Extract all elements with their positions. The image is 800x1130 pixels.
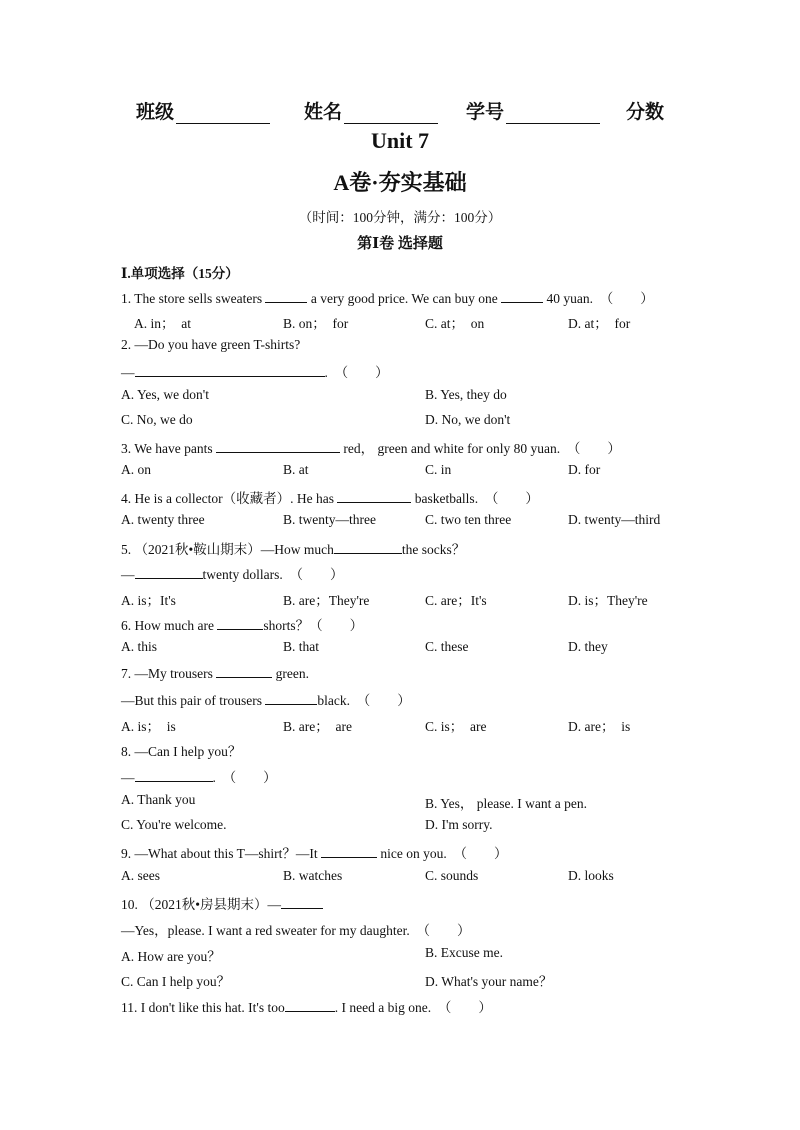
question-10: 10. （2021秋•房县期末）— <box>121 893 323 913</box>
option-d[interactable]: D. they <box>568 639 608 654</box>
section-heading: Ⅰ.单项选择（15分） <box>121 266 239 281</box>
option-a[interactable]: A. How are you？ <box>121 949 221 964</box>
answer-blank[interactable] <box>216 439 340 453</box>
page-subtitle: A卷·夯实基础 <box>333 170 467 195</box>
answer-blank[interactable] <box>337 489 411 503</box>
option-b[interactable]: B. at <box>283 462 309 477</box>
volume-heading: 第Ⅰ卷 选择题 <box>357 236 443 252</box>
score-label: 分数 <box>626 102 665 123</box>
answer-blank[interactable] <box>501 289 543 303</box>
option-b[interactable]: B. on； for <box>283 316 349 331</box>
option-a[interactable]: A. Thank you <box>121 792 196 807</box>
id-field[interactable] <box>466 97 600 124</box>
option-c[interactable]: C. Can I help you？ <box>121 974 231 989</box>
answer-blank[interactable] <box>265 289 307 303</box>
option-c[interactable]: C. two ten three <box>425 512 512 527</box>
question-8-answer: — . （ ） <box>121 770 277 785</box>
option-d[interactable]: D. I'm sorry. <box>425 817 493 832</box>
option-d[interactable]: D. is；They're <box>568 593 648 608</box>
question-3: 3. We have pants red， green and white for only 80 yuan. （ ） <box>121 441 621 456</box>
time-note: （时间：100分钟，满分：100分） <box>298 210 502 225</box>
option-b[interactable]: B. Yes, they do <box>425 387 507 402</box>
question-4: 4. He is a collector（收藏者）. He has basketballs. （ ） <box>121 491 539 506</box>
name-blank[interactable] <box>344 103 438 124</box>
option-d[interactable]: D. for <box>568 462 601 477</box>
option-d[interactable]: D. at； for <box>568 316 631 331</box>
id-blank[interactable] <box>506 103 600 124</box>
class-label: 班级 <box>136 102 175 123</box>
option-c[interactable]: C. at； on <box>425 316 485 331</box>
class-field[interactable] <box>136 97 270 124</box>
option-b[interactable]: B. twenty—three <box>283 512 376 527</box>
answer-blank[interactable] <box>321 844 377 858</box>
page-title: Unit 7 <box>370 128 430 153</box>
question-9: 9. —What about this T—shirt？—It nice on you. （ ） <box>121 846 508 861</box>
option-c[interactable]: C. No, we do <box>121 412 193 427</box>
option-a[interactable]: A. is；It's <box>121 593 176 608</box>
option-d[interactable]: D. No, we don't <box>425 412 511 427</box>
question-8: 8. —Can I help you？ <box>121 744 242 759</box>
option-c[interactable]: C. in <box>425 462 452 477</box>
question-10-reply: —Yes，please. I want a red sweater for my daughter. （ ） <box>121 923 471 938</box>
option-b[interactable]: B. are； are <box>283 719 352 734</box>
option-c[interactable]: C. these <box>425 639 469 654</box>
name-label: 姓名 <box>304 102 343 123</box>
option-b[interactable]: B. Yes， please. I want a pen. <box>425 796 587 811</box>
answer-blank[interactable] <box>334 540 402 554</box>
option-a[interactable]: A. twenty three <box>121 512 205 527</box>
answer-blank[interactable] <box>217 616 263 630</box>
option-a[interactable]: A. in； at <box>134 316 191 331</box>
answer-blank[interactable] <box>135 565 203 579</box>
answer-blank[interactable] <box>281 895 323 909</box>
option-b[interactable]: B. are；They're <box>283 593 370 608</box>
option-a[interactable]: A. this <box>121 639 158 654</box>
question-11: 11. I don't like this hat. It's too . I need a big one. （ ） <box>121 1000 492 1015</box>
option-a[interactable]: A. sees <box>121 868 160 883</box>
option-d[interactable]: D. twenty—third <box>568 512 661 527</box>
answer-blank[interactable] <box>135 768 213 782</box>
question-1: 1. The store sells sweaters a very good price. We can buy one 40 yuan. （ ） <box>121 291 654 306</box>
option-d[interactable]: D. are； is <box>568 719 631 734</box>
name-field[interactable] <box>304 97 438 124</box>
question-5: 5. （2021秋•鞍山期末）—How much the socks？ <box>121 542 466 557</box>
answer-blank[interactable] <box>216 664 272 678</box>
option-c[interactable]: C. You're welcome. <box>121 817 227 832</box>
question-7: 7. —My trousers green. <box>121 666 309 681</box>
option-b[interactable]: B. watches <box>283 868 343 883</box>
option-d[interactable]: D. What's your name？ <box>425 974 553 989</box>
id-label: 学号 <box>466 102 505 123</box>
answer-blank[interactable] <box>285 998 335 1012</box>
question-7-reply: —But this pair of trousers black. （ ） <box>121 693 411 708</box>
option-d[interactable]: D. looks <box>568 868 614 883</box>
option-c[interactable]: C. is； are <box>425 719 487 734</box>
option-c[interactable]: C. are；It's <box>425 593 487 608</box>
option-a[interactable]: A. on <box>121 462 151 477</box>
class-blank[interactable] <box>176 103 270 124</box>
option-b[interactable]: B. that <box>283 639 319 654</box>
answer-blank[interactable] <box>265 691 317 705</box>
option-b[interactable]: B. Excuse me. <box>425 945 503 960</box>
option-c[interactable]: C. sounds <box>425 868 479 883</box>
option-a[interactable]: A. Yes, we don't <box>121 387 209 402</box>
option-a[interactable]: A. is； is <box>121 719 176 734</box>
question-2-answer: — . （ ） <box>121 365 389 380</box>
answer-blank[interactable] <box>135 363 325 377</box>
question-2: 2. —Do you have green T-shirts? <box>121 337 301 352</box>
question-6: 6. How much are shorts？（ ） <box>121 618 364 633</box>
question-5-answer: — twenty dollars. （ ） <box>121 567 344 582</box>
